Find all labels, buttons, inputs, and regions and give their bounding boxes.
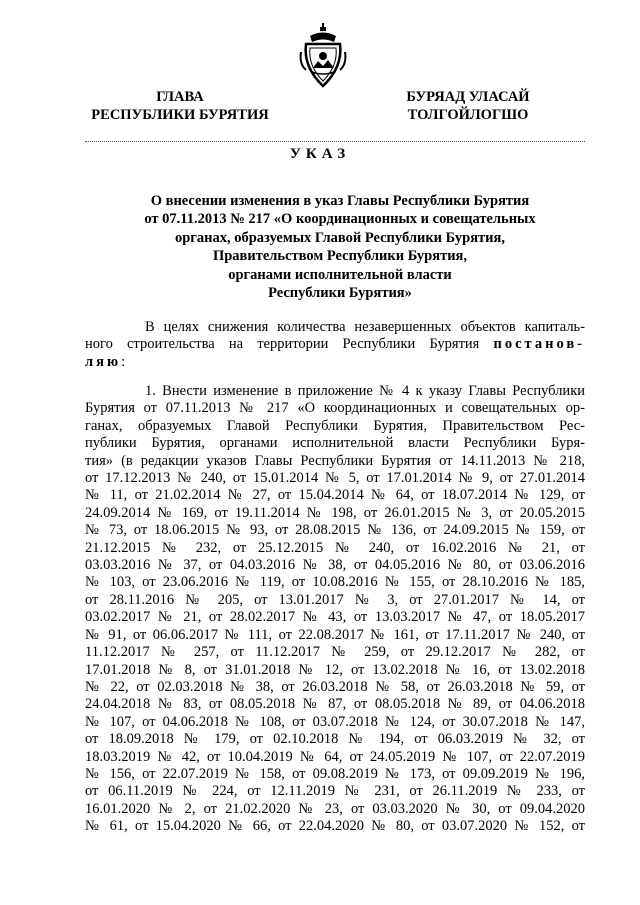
decree-word-end: ляю	[85, 353, 122, 370]
body-line: тия» (в редакции указов Главы Республики Бурятия от 14.11.2013 № 218,	[85, 452, 585, 469]
body-line: 24.09.2014 № 169, от 19.11.2014 № 198, от 26.01.2015 № 3, от 20.05.2015	[85, 504, 585, 521]
body-line: 16.01.2020 № 2, от 21.02.2020 № 23, от 03.03.2020 № 30, от 09.04.2020	[85, 800, 585, 817]
body-line: 1. Внести изменение в приложение № 4 к указу Главы Республики	[145, 383, 585, 399]
body-line: № 73, от 18.06.2015 № 93, от 28.08.2015 № 136, от 24.09.2015 № 159, от	[85, 522, 585, 539]
body-line: 18.03.2019 № 42, от 10.04.2019 № 64, от 24.05.2019 № 107, от 22.07.2019	[85, 748, 585, 765]
preamble-colon: :	[121, 353, 126, 370]
title-line: органами исполнительной власти	[228, 266, 452, 283]
body-line: № 156, от 22.07.2019 № 158, от 09.08.2019 № 173, от 09.09.2019 № 196,	[85, 765, 585, 782]
body-line: публики Бурятия, органами исполнительной власти Республики Буря-	[85, 435, 585, 452]
header-left-line1: ГЛАВА	[156, 89, 204, 105]
title-line: Правительством Республики Бурятия,	[212, 248, 468, 265]
preamble-text: ного строительства на территории Республики Бурятия	[85, 336, 494, 353]
title-line: О внесении изменения в указ Главы Республики Бурятия	[150, 193, 530, 209]
body-line: 11.12.2017 № 257, от 11.12.2017 № 259, от 29.12.2017 № 282, от	[85, 644, 585, 661]
preamble-line	[85, 336, 585, 353]
body-line: № 107, от 04.06.2018 № 108, от 03.07.2018 № 124, от 30.07.2018 № 147,	[85, 713, 585, 730]
body-line: от 18.09.2018 № 179, от 02.10.2018 № 194, от 06.03.2019 № 32, от	[85, 731, 585, 748]
body-paragraph	[85, 383, 585, 836]
header-right-line1: БУРЯАД УЛАСАЙ	[406, 89, 530, 105]
body-line: № 22, от 02.03.2018 № 38, от 26.03.2018 № 58, от 26.03.2018 № 59, от	[85, 678, 585, 695]
header-left	[70, 88, 290, 124]
preamble-line	[85, 354, 585, 371]
body-line: 03.02.2017 № 21, от 28.02.2017 № 43, от 13.03.2017 № 47, от 18.05.2017	[85, 609, 585, 626]
body-line: Бурятия от 07.11.2013 № 217 «О координационных и совещательных ор-	[85, 400, 585, 417]
body-line: 17.01.2018 № 8, от 31.01.2018 № 12, от 13.02.2018 № 16, от 13.02.2018	[85, 661, 585, 678]
header-divider	[85, 141, 585, 142]
document-type: УКАЗ	[289, 146, 351, 162]
body-line: № 91, от 06.06.2017 № 111, от 22.08.2017 № 161, от 17.11.2017 № 240, от	[85, 626, 585, 643]
body-line: 24.04.2018 № 83, от 08.05.2018 № 87, от 08.05.2018 № 89, от 04.06.2018	[85, 696, 585, 713]
preamble-paragraph	[85, 319, 585, 371]
body-line: № 61, от 15.04.2020 № 66, от 22.04.2020 № 80, от 03.07.2020 № 152, от	[85, 818, 585, 835]
body-line: 21.12.2015 № 232, от 25.12.2015 № 240, от 16.02.2016 № 21, от	[85, 539, 585, 556]
header-left-line2: РЕСПУБЛИКИ БУРЯТИЯ	[91, 107, 269, 123]
body-line: от 28.11.2016 № 205, от 13.01.2017 № 3, от 27.01.2017 № 14, от	[85, 591, 585, 608]
title-line: от 07.11.2013 № 217 «О координационных и совещательных	[144, 211, 536, 228]
decree-word: постанов-	[493, 336, 585, 353]
decree-title	[120, 192, 560, 302]
coat-of-arms-icon	[298, 22, 348, 92]
body-line: № 103, от 23.06.2016 № 119, от 10.08.2016 № 155, от 28.10.2016 № 185,	[85, 574, 585, 591]
body-line: № 11, от 21.02.2014 № 27, от 15.04.2014 № 64, от 18.07.2014 № 129, от	[85, 487, 585, 504]
body-line: 03.03.2016 № 37, от 04.03.2016 № 38, от 04.05.2016 № 80, от 03.06.2016	[85, 557, 585, 574]
header-right	[368, 88, 568, 124]
preamble-line: В целях снижения количества незавершенных объектов капиталь-	[145, 319, 585, 335]
body-line: ганах, образуемых Главой Республики Бурятия, Правительством Рес-	[85, 417, 585, 434]
title-line: органах, образуемых Главой Республики Бурятия,	[174, 229, 505, 246]
body-line: от 17.12.2013 № 240, от 15.01.2014 № 5, от 17.01.2014 № 9, от 27.01.2014	[85, 470, 585, 487]
title-line: Республики Бурятия»	[268, 285, 412, 302]
header-right-line2: ТОЛГОЙЛОГШО	[407, 107, 529, 123]
body-line: от 06.11.2019 № 224, от 12.11.2019 № 231, от 26.11.2019 № 233, от	[85, 783, 585, 800]
